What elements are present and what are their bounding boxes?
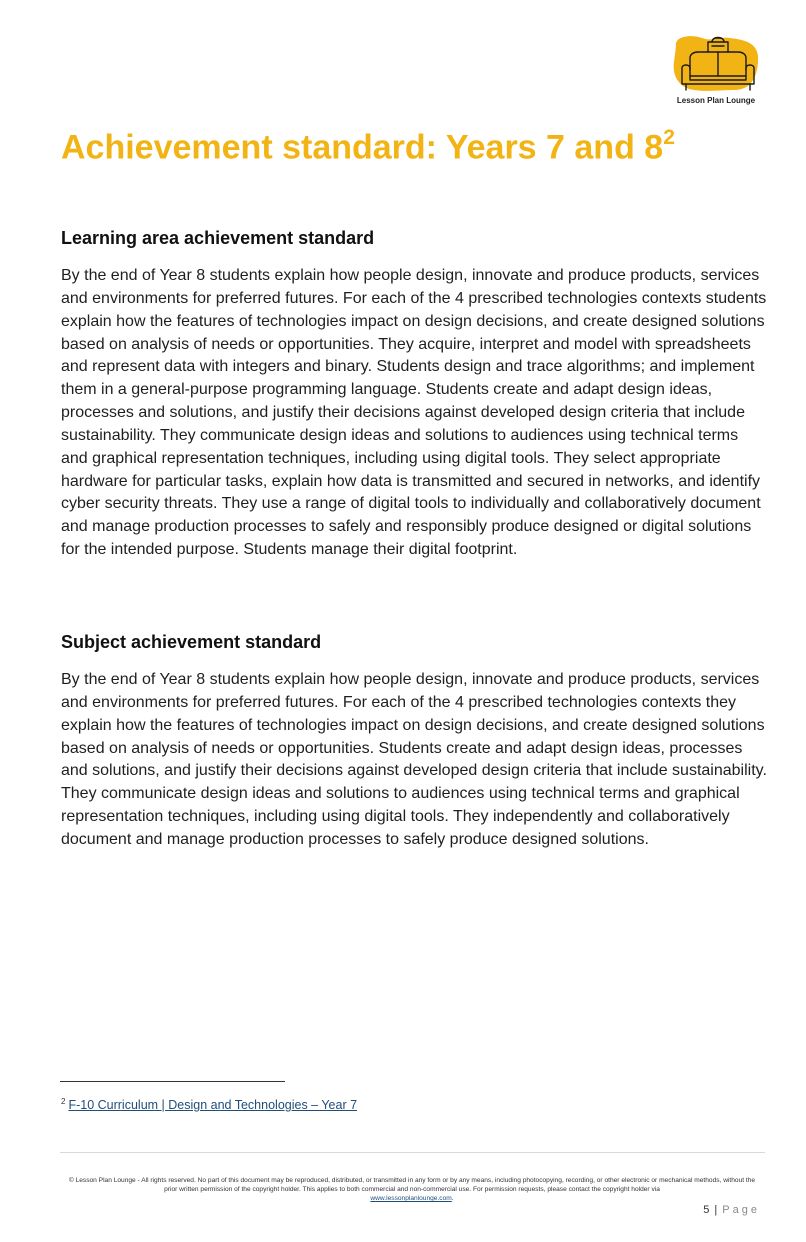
footnote-marker: 2 [61,1097,66,1106]
page-title [61,128,675,167]
learning-area-paragraph: By the end of Year 8 students explain how people design, innovate and produce products, services and environments for preferred futures. For each of the 4 prescribed technologies contexts students explain how the features of technologies impact on design decisions, and create designed solutions based on analysis of needs or opportunities. They acquire, interpret and model with spreadsheets and represent data with integers and binary. Students design and trace algorithms; and implement them in a general-purpose programming language. Students create and adapt design ideas, processes and solutions, and justify their decisions against developed design criteria that include sustainability. They communicate design ideas and solutions to audiences using technical terms and graphical representation techniques, including using digital tools. They select appropriate hardware for particular tasks, explain how data is transmitted and secured in networks, and identify cyber security threats. They use a range of digital tools to individually and collaboratively document and manage production processes to safely and responsibly produce designed or digital solutions for the intended purpose. Students manage their digital footprint. [61,267,767,559]
copyright-notice [62,1176,762,1203]
footer-divider [60,1152,765,1153]
logo-wordmark: Lesson Plan Lounge [676,96,756,105]
page-number-value: 5 [703,1204,711,1216]
website-link[interactable]: www.lessonplanlounge.com [370,1195,452,1202]
lesson-plan-lounge-logo [668,32,764,110]
footnote [61,1097,357,1112]
sofa-logo-icon [668,32,764,96]
footnote-link[interactable]: F-10 Curriculum | Design and Technologies – Year 7 [68,1098,358,1113]
page-label: Page [722,1204,760,1216]
copyright-period: . [451,1195,454,1202]
title-footnote-marker[interactable]: 2 [663,126,675,149]
learning-area-heading: Learning area achievement standard [61,228,375,248]
page-title-text: Achievement standard: Years 7 and 8 [61,128,664,167]
subject-paragraph: By the end of Year 8 students explain how people design, innovate and produce products, services and environments for preferred futures. For each of the 4 prescribed technologies contexts they explain how the features of technologies impact on design decisions, and create designed solutions based on analysis of needs or opportunities. Students create and adapt design ideas, processes and solutions, and justify their decisions against developed design criteria that include sustainability. They communicate design ideas and solutions to audiences using technical terms and graphical representation techniques, including using digital tools. They independently and collaboratively document and manage production processes to safely produce designed solutions. [61,671,767,848]
page-separator: | [714,1204,719,1216]
copyright-text: © Lesson Plan Lounge - All rights reserved. No part of this document may be reproduced, distributed, or transmitted in any form or by any means, including photocopying, recording, or other electronic or mechanical methods, without the prior written permission of the copyright holder. This applies to both commercial and non-commercial use. For permission requests, please contact the copyright holder via [68,1177,756,1193]
page-number [703,1204,760,1216]
footnote-divider [60,1081,285,1082]
subject-heading: Subject achievement standard [61,632,322,652]
